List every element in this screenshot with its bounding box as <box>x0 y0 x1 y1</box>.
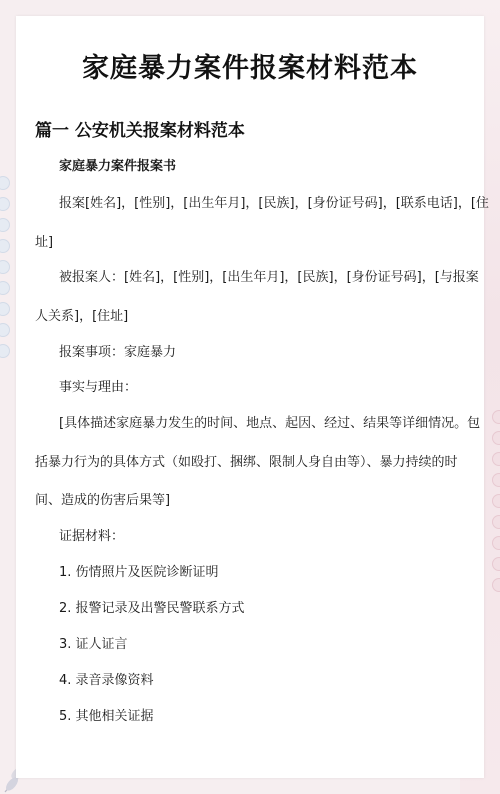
evidence-item: 2. 报警记录及出警民警联系方式 <box>59 601 245 616</box>
binder-holes-left <box>0 176 14 365</box>
facts-label: 事实与理由： <box>59 380 138 395</box>
matter-line: 报案事项：家庭暴力 <box>59 345 177 360</box>
evidence-item: 1. 伤情照片及医院诊断证明 <box>59 565 219 580</box>
reporter-line: 报案[姓名]，[性别]，[出生年月]，[民族]，[身份证号码]，[联系电话]，[住 <box>59 196 489 211</box>
section-heading: 篇一 公安机关报案材料范本 <box>35 121 245 141</box>
accused-line: 被报案人：[姓名]，[性别]，[出生年月]，[民族]，[身份证号码]，[与报案 <box>59 270 479 285</box>
evidence-item: 5. 其他相关证据 <box>59 709 154 724</box>
facts-line: 括暴力行为的具体方式（如殴打、捆绑、限制人身自由等）、暴力持续的时 <box>35 455 458 470</box>
document-title: 家庭暴力案件报案材料范本 <box>82 53 418 84</box>
accused-line-cont: 人关系]，[住址] <box>35 309 129 324</box>
report-subtitle: 家庭暴力案件报案书 <box>59 159 177 174</box>
reporter-line-cont: 址] <box>35 235 54 250</box>
evidence-item: 3. 证人证言 <box>59 637 128 652</box>
evidence-item: 4. 录音录像资料 <box>59 673 154 688</box>
facts-line: 间、造成的伤害后果等] <box>35 493 171 508</box>
evidence-label: 证据材料： <box>59 529 125 544</box>
facts-line: [具体描述家庭暴力发生的时间、地点、起因、经过、结果等详细情况。包 <box>59 416 481 431</box>
